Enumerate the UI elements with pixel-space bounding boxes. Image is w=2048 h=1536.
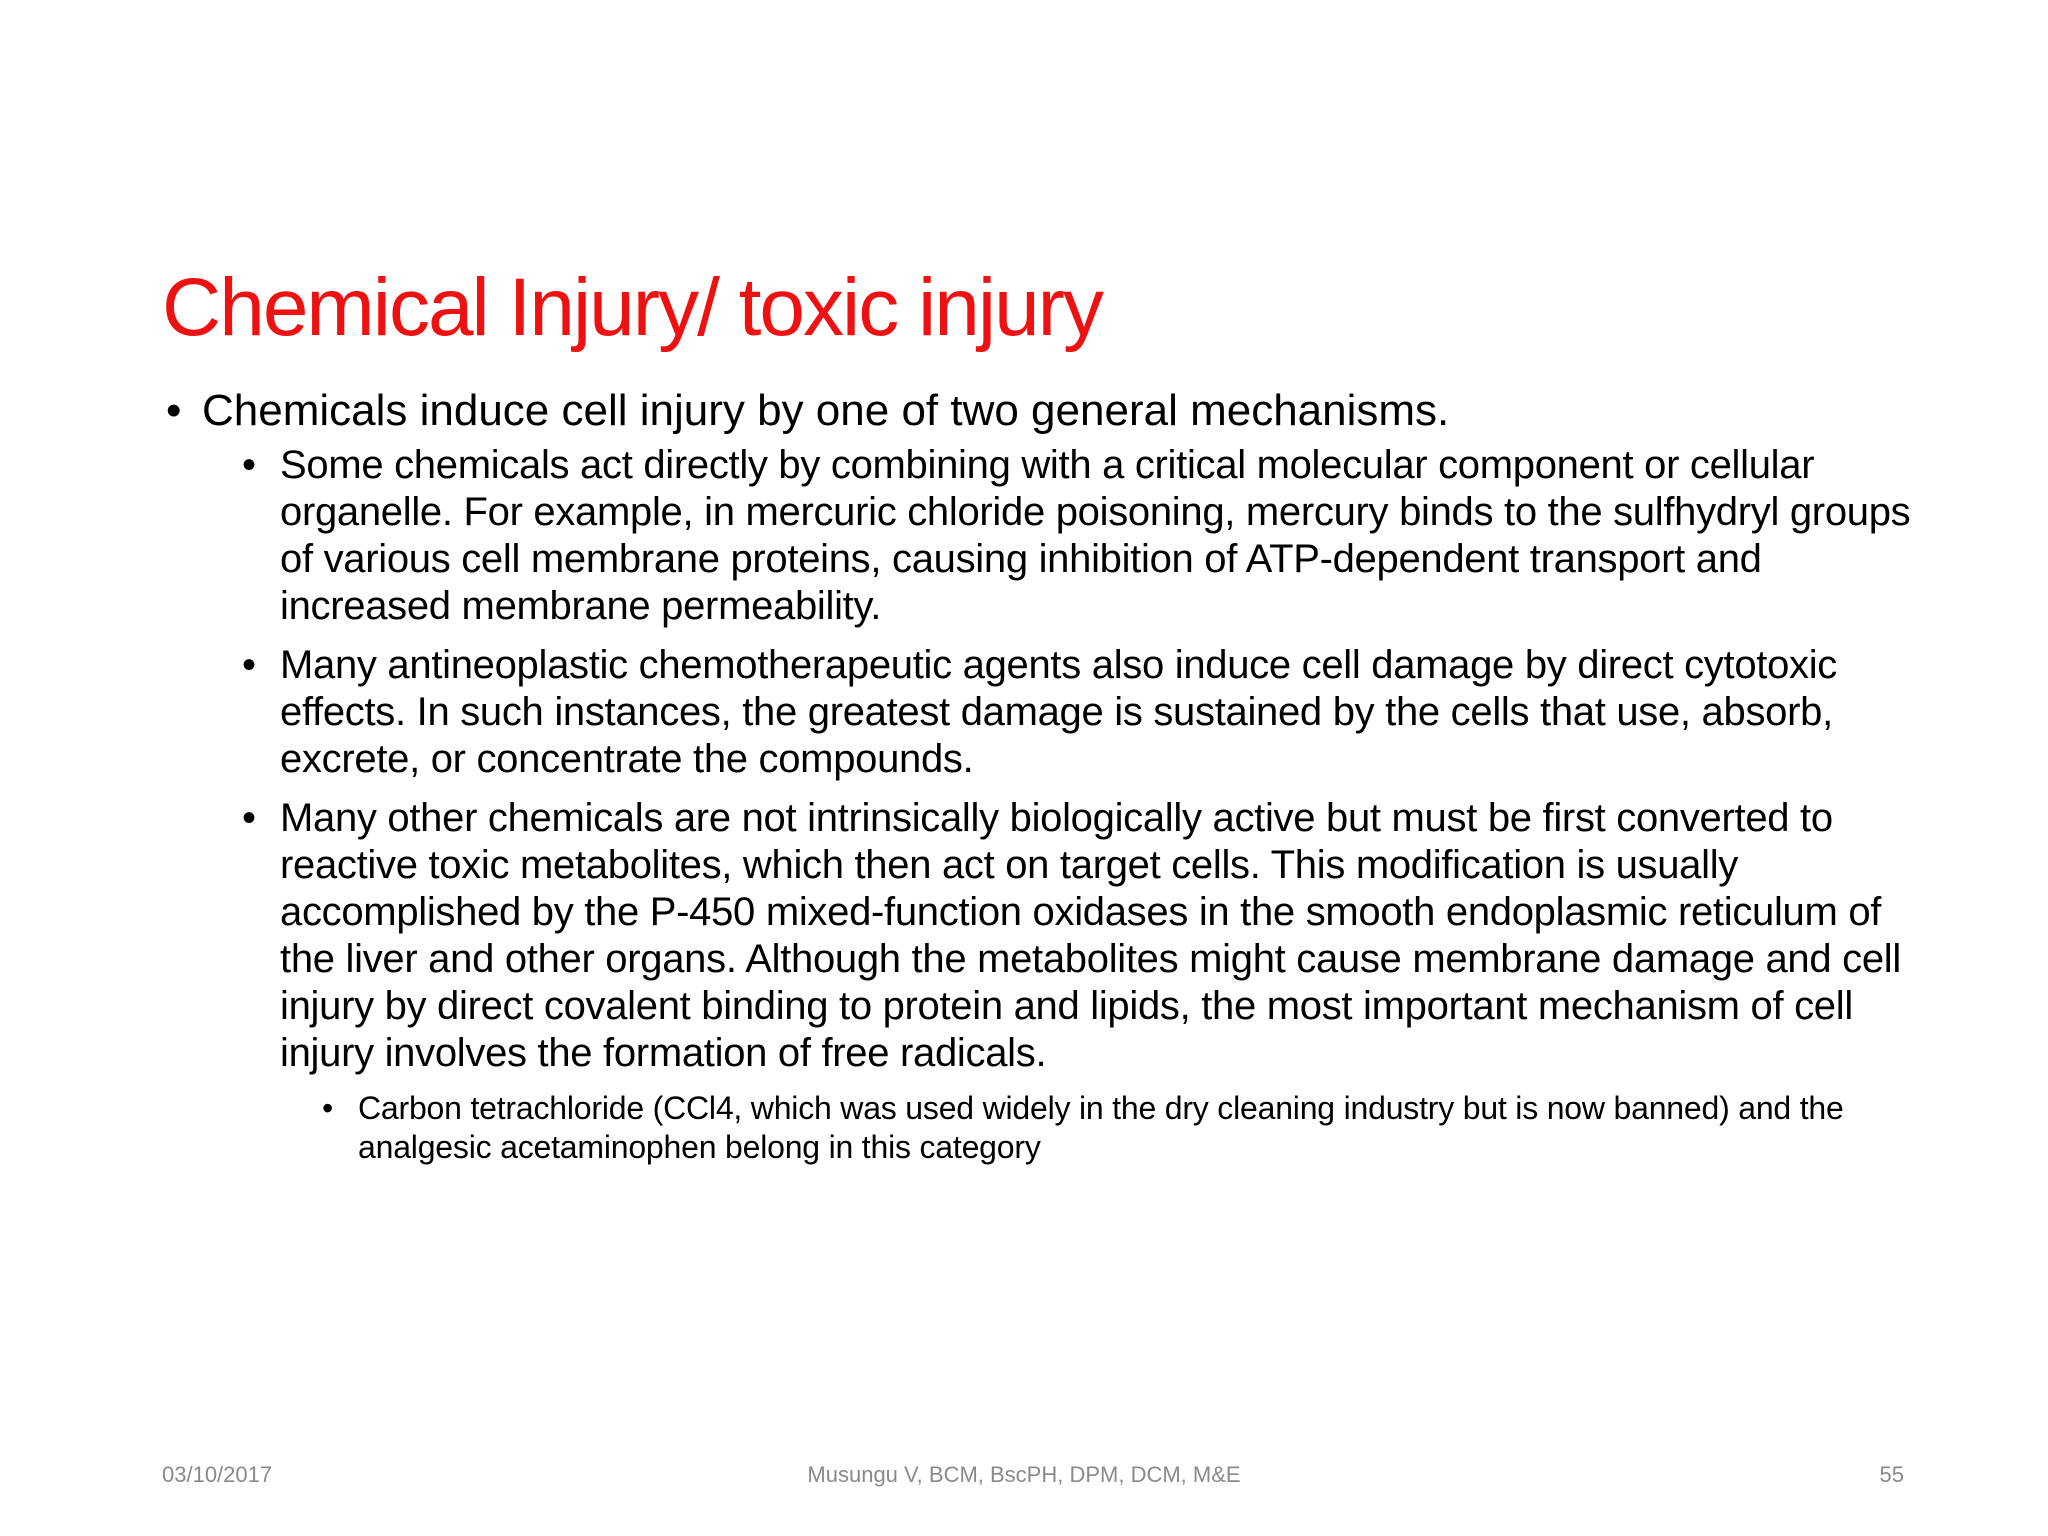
bullet-text: Many other chemicals are not intrinsically biologically active but must be first converted to reactive toxic metabolites, which then act on target cells. This modification is usually accomplished by the P-450 mixed-function oxidases in the smooth endoplasmic reticulum of the liver and other organs. Although the metabolites might cause membrane damage and cell injury by direct covalent binding to protein and lipids, the most important mechanism of cell injury involves the formation of free radicals. — [280, 796, 1901, 1075]
bullet-item-level3 — [318, 1089, 1912, 1167]
bullet-icon: • — [242, 443, 256, 487]
bullet-icon: • — [166, 386, 182, 435]
bullet-text: Chemicals induce cell injury by one of two general mechanisms. — [202, 386, 1450, 435]
bullet-text: Carbon tetrachloride (CCl4, which was used widely in the dry cleaning industry but is now banned) and the analgesic acetaminophen belong in this category — [358, 1090, 1844, 1165]
bullet-icon: • — [322, 1090, 334, 1126]
slide-title: Chemical Injury/ toxic injury — [162, 262, 1102, 353]
bullet-item-level2 — [242, 795, 1912, 1077]
footer-author: Musungu V, BCM, BscPH, DPM, DCM, M&E — [807, 1462, 1241, 1487]
bullet-icon: • — [242, 796, 256, 840]
bullet-item-level1 — [162, 384, 1912, 438]
slide-content — [162, 384, 1912, 1167]
bullet-item-level2 — [242, 642, 1912, 783]
bullet-text: Many antineoplastic chemotherapeutic agents also induce cell damage by direct cytotoxic effects. In such instances, the greatest damage is sustained by the cells that use, absorb, excrete, or concentrate the compounds. — [280, 643, 1838, 781]
footer-date: 03/10/2017 — [162, 1462, 273, 1487]
bullet-icon: • — [242, 643, 256, 687]
bullet-item-level2 — [242, 442, 1912, 630]
bullet-text: Some chemicals act directly by combining with a critical molecular component or cellular organelle. For example, in mercuric chloride poisoning, mercury binds to the sulfhydryl groups of various cell membrane proteins, causing inhibition of ATP-dependent transport and increased membrane permeability. — [280, 443, 1911, 628]
footer-page-number: 55 — [1879, 1462, 1904, 1487]
